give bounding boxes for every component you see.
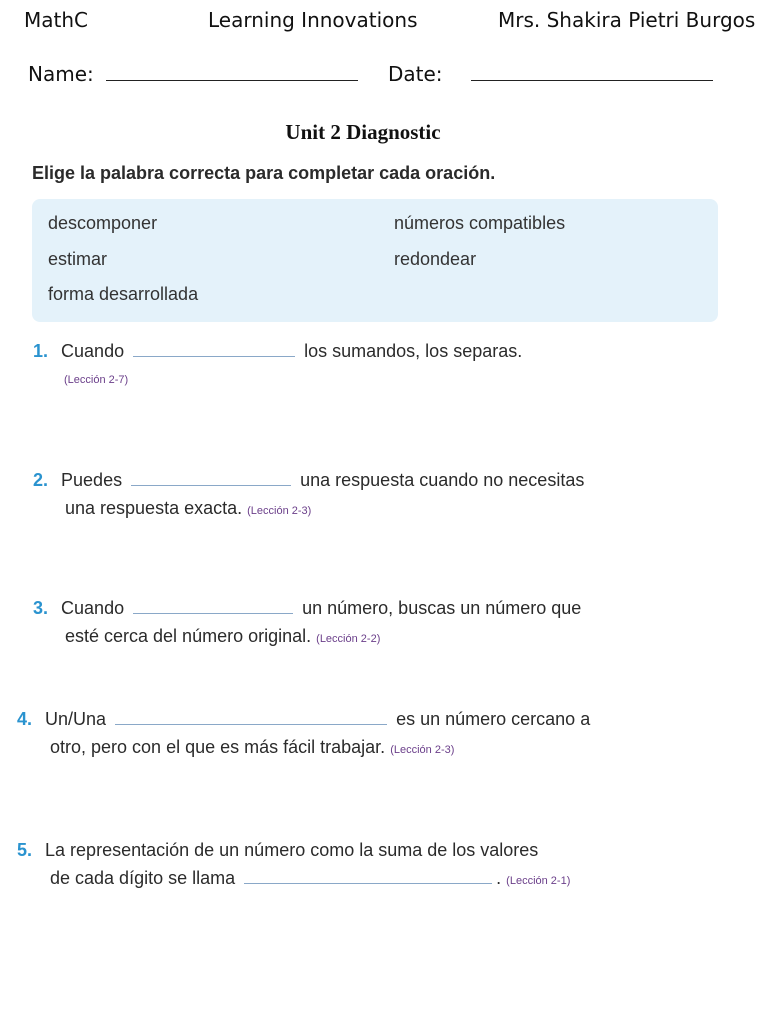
word-bank-item: números compatibles [394, 213, 566, 233]
question-text: La representación de un número como la suma de los valores [45, 840, 539, 860]
word-bank [32, 199, 718, 322]
question-number: 2. [33, 470, 49, 490]
date-field [388, 62, 713, 86]
answer-blank[interactable] [244, 869, 492, 884]
lesson-reference: (Lección 2-3) [390, 744, 455, 756]
lesson-reference: (Lección 2-7) [64, 374, 129, 386]
lesson-reference: (Lección 2-2) [316, 633, 381, 645]
question-text: una respuesta cuando no necesitas [300, 470, 585, 490]
word-bank-item: descomponer [48, 213, 158, 233]
question-text: Cuando [61, 341, 125, 361]
question-text: . [496, 868, 502, 888]
teacher-label: Mrs. Shakira Pietri Burgos [498, 8, 756, 32]
question-text: un número, buscas un número que [302, 598, 582, 618]
question-2 [33, 466, 584, 525]
lesson-reference: (Lección 2-1) [506, 875, 571, 887]
page-title: Unit 2 Diagnostic [285, 120, 441, 144]
question-text: otro, pero con el que es más fácil trabajar. [50, 737, 386, 757]
question-number: 5. [17, 840, 33, 860]
question-number: 3. [33, 598, 49, 618]
word-bank-item: estimar [48, 249, 108, 269]
name-blank-line[interactable] [106, 62, 358, 81]
question-1 [33, 337, 522, 365]
question-4 [17, 705, 590, 764]
course-label: MathC [24, 8, 88, 32]
date-blank-line[interactable] [471, 62, 713, 81]
question-text: los sumandos, los separas. [304, 341, 523, 361]
question-text: esté cerca del número original. [65, 626, 312, 646]
word-bank-item: redondear [394, 249, 477, 269]
word-bank-item: forma desarrollada [48, 284, 199, 304]
answer-blank[interactable] [133, 342, 295, 357]
question-5 [17, 836, 570, 895]
question-text: Cuando [61, 598, 125, 618]
lesson-reference: (Lección 2-3) [247, 505, 312, 517]
question-text: Puedes [61, 470, 123, 490]
question-number: 1. [33, 341, 49, 361]
instructions: Elige la palabra correcta para completar cada oración. [32, 163, 496, 183]
question-text: una respuesta exacta. [65, 498, 243, 518]
question-text: Un/Una [45, 709, 107, 729]
name-label: Name: [28, 62, 94, 86]
question-number: 4. [17, 709, 33, 729]
question-text: de cada dígito se llama [50, 868, 236, 888]
name-field [28, 62, 358, 86]
question-text: es un número cercano a [396, 709, 591, 729]
program-label: Learning Innovations [208, 8, 418, 32]
date-label: Date: [388, 62, 443, 86]
question-3 [33, 594, 581, 653]
answer-blank[interactable] [131, 471, 291, 486]
answer-blank[interactable] [115, 710, 387, 725]
answer-blank[interactable] [133, 599, 293, 614]
